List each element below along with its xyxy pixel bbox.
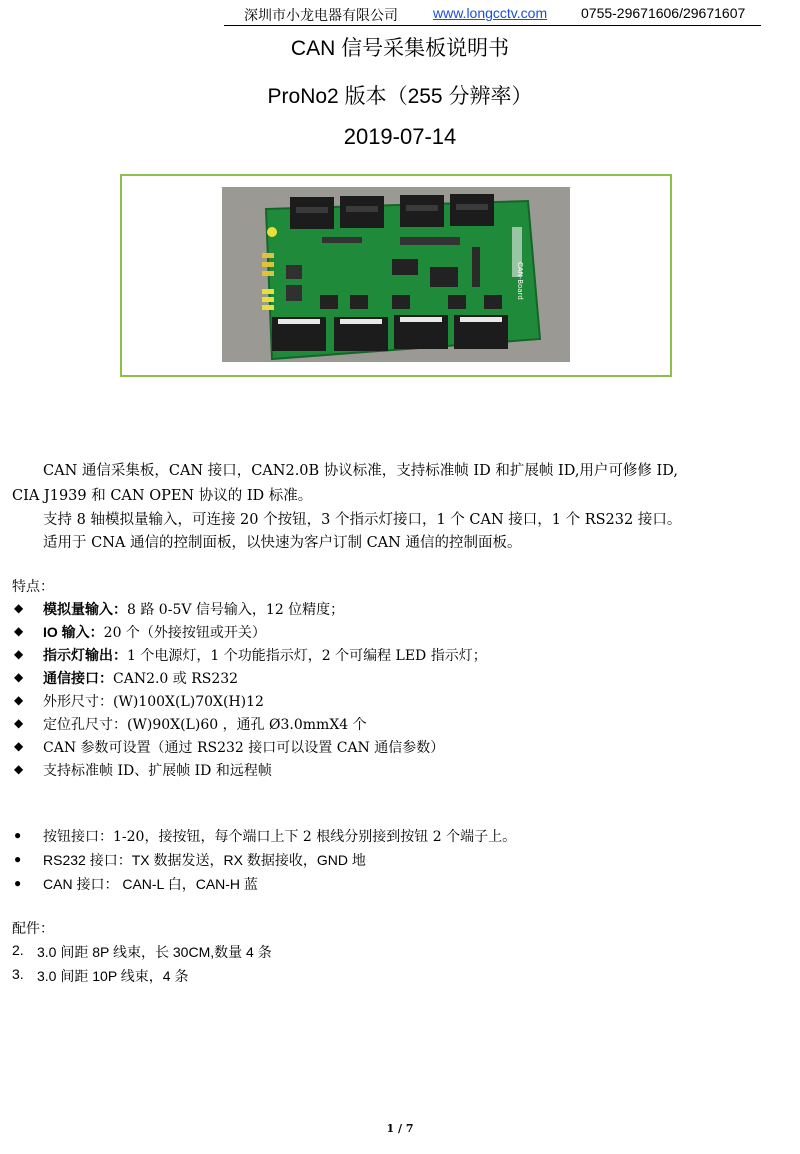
header-divider [224,25,761,26]
interface-item: 按钮接口：1-20，接按钮，每个端口上下 2 根线分别接到按钮 2 个端子上。 [43,829,517,845]
feature-item: 定位孔尺寸：(W)90X(L)60 ，通孔 Ø3.0mmX4 个 [43,717,367,733]
intro-line-1: CAN 通信采集板，CAN 接口，CAN2.0B 协议标准，支持标准帧 ID 和扩展帧 ID,用户可修修 ID, [43,463,678,479]
feature-item: 外形尺寸：(W)100X(L)70X(H)12 [43,694,264,710]
document-version: ProNo2 版本（255 分辨率） [267,85,533,108]
diamond-bullet-icon: ◆ [14,670,24,684]
round-bullet-icon: ● [14,876,22,890]
diamond-bullet-icon: ◆ [14,693,24,707]
diamond-bullet-icon: ◆ [14,601,24,615]
board-silkscreen: CAN-Board [516,262,524,300]
feature-item: 模拟量输入：8 路 0-5V 信号输入，12 位精度； [43,601,345,618]
document-title: CAN 信号采集板说明书 [290,37,510,60]
features-heading: 特点： [12,579,54,595]
feature-item: 指示灯输出：1 个电源灯，1 个功能指示灯，2 个可编程 LED 指示灯； [43,647,487,664]
feature-item: 支持标准帧 ID、扩展帧 ID 和远程帧 [43,763,272,779]
can-board-image [222,187,570,362]
diamond-bullet-icon: ◆ [14,624,24,638]
feature-item: IO 输入：20 个（外接按钮或开关） [43,624,266,641]
round-bullet-icon: ● [14,852,22,866]
page-number: 1 / 7 [386,1122,414,1135]
accessories-heading: 配件： [12,921,54,937]
intro-line-3: 支持 8 轴模拟量输入，可连接 20 个按钮，3 个指示灯接口，1 个 CAN 接口，1 个 RS232 接口。 [43,512,682,528]
header-phone: 0755-29671606/29671607 [581,5,746,21]
document-date: 2019-07-14 [343,124,457,149]
diamond-bullet-icon: ◆ [14,716,24,730]
diamond-bullet-icon: ◆ [14,647,24,661]
intro-line-2: CIA J1939 和 CAN OPEN 协议的 ID 标准。 [12,488,313,504]
accessory-item: 3.0 间距 10P 线束，4 条 [37,968,189,984]
feature-item: 通信接口：CAN2.0 或 RS232 [43,670,239,687]
header-website-link[interactable]: www.longcctv.com [433,5,548,21]
diamond-bullet-icon: ◆ [14,762,24,776]
feature-item: CAN 参数可设置（通过 RS232 接口可以设置 CAN 通信参数） [43,740,445,756]
accessory-number: 2. [12,942,24,958]
interface-item: RS232 接口：TX 数据发送，RX 数据接收，GND 地 [43,852,366,868]
round-bullet-icon: ● [14,828,22,842]
diamond-bullet-icon: ◆ [14,739,24,753]
accessory-item: 3.0 间距 8P 线束，长 30CM,数量 4 条 [37,944,272,960]
intro-line-4: 适用于 CNA 通信的控制面板，以快速为客户订制 CAN 通信的控制面板。 [43,535,522,551]
product-photo [120,174,672,377]
accessory-number: 3. [12,966,24,982]
header-company: 深圳市小龙电器有限公司 [244,8,398,24]
interface-item: CAN 接口： CAN-L 白，CAN-H 蓝 [43,876,258,892]
